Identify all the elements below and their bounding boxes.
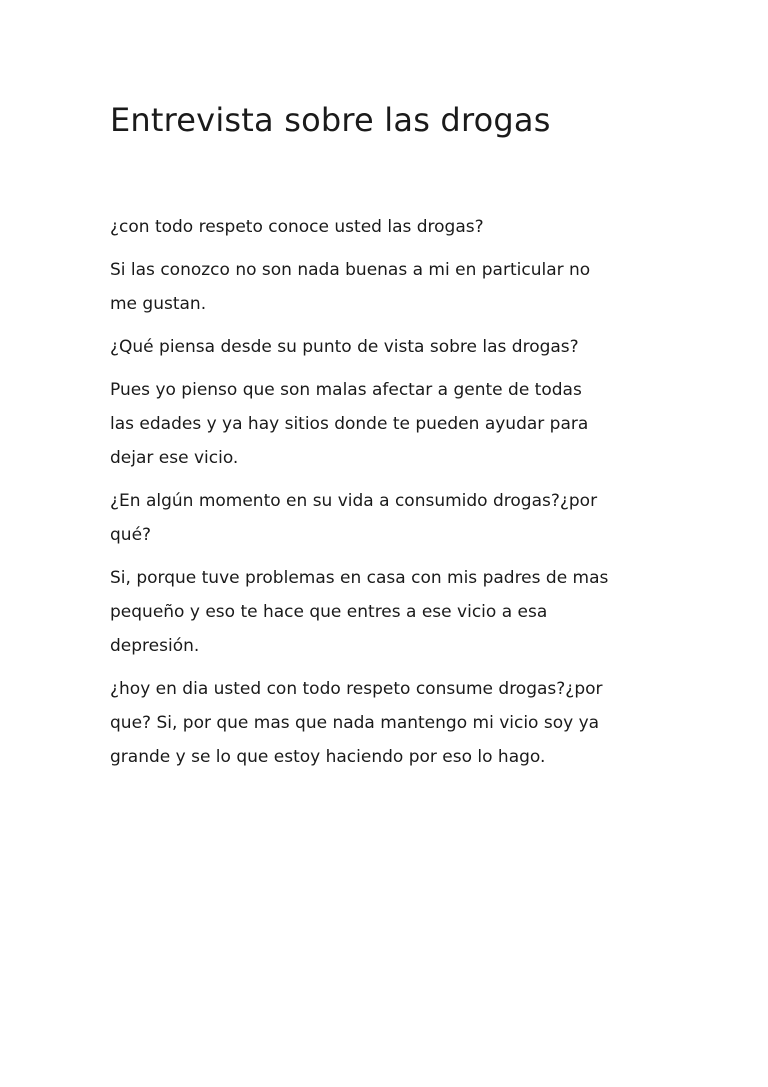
- text-line: pequeño y eso te hace que entres a ese vicio a esa: [110, 602, 548, 622]
- text-line: Si las conozco no son nada buenas a mi en particular no: [110, 260, 591, 280]
- question-paragraph: [110, 330, 670, 364]
- text-line: me gustan.: [110, 294, 207, 314]
- text-line: depresión.: [110, 636, 200, 656]
- text-line: que? Si, por que mas que nada mantengo mi vicio soy ya: [110, 713, 600, 733]
- text-line: ¿En algún momento en su vida a consumido drogas?¿por: [110, 491, 598, 511]
- text-line: qué?: [110, 525, 152, 545]
- text-line: las edades y ya hay sitios donde te pueden ayudar para: [110, 414, 589, 434]
- text-line: grande y se lo que estoy haciendo por eso lo hago.: [110, 747, 546, 767]
- answer-paragraph: [110, 253, 670, 321]
- text-line: ¿Qué piensa desde su punto de vista sobre las drogas?: [110, 337, 579, 357]
- document-body: [110, 210, 670, 783]
- text-line: Pues yo pienso que son malas afectar a gente de todas: [110, 380, 582, 400]
- text-line: ¿hoy en dia usted con todo respeto consume drogas?¿por: [110, 679, 603, 699]
- question-answer-paragraph: [110, 672, 670, 774]
- answer-paragraph: [110, 373, 670, 475]
- text-line: ¿con todo respeto conoce usted las drogas?: [110, 217, 484, 237]
- answer-paragraph: [110, 561, 670, 663]
- question-paragraph: [110, 210, 670, 244]
- question-paragraph: [110, 484, 670, 552]
- text-line: Si, porque tuve problemas en casa con mis padres de mas: [110, 568, 609, 588]
- document-title: Entrevista sobre las drogas: [110, 101, 551, 139]
- text-line: dejar ese vicio.: [110, 448, 239, 468]
